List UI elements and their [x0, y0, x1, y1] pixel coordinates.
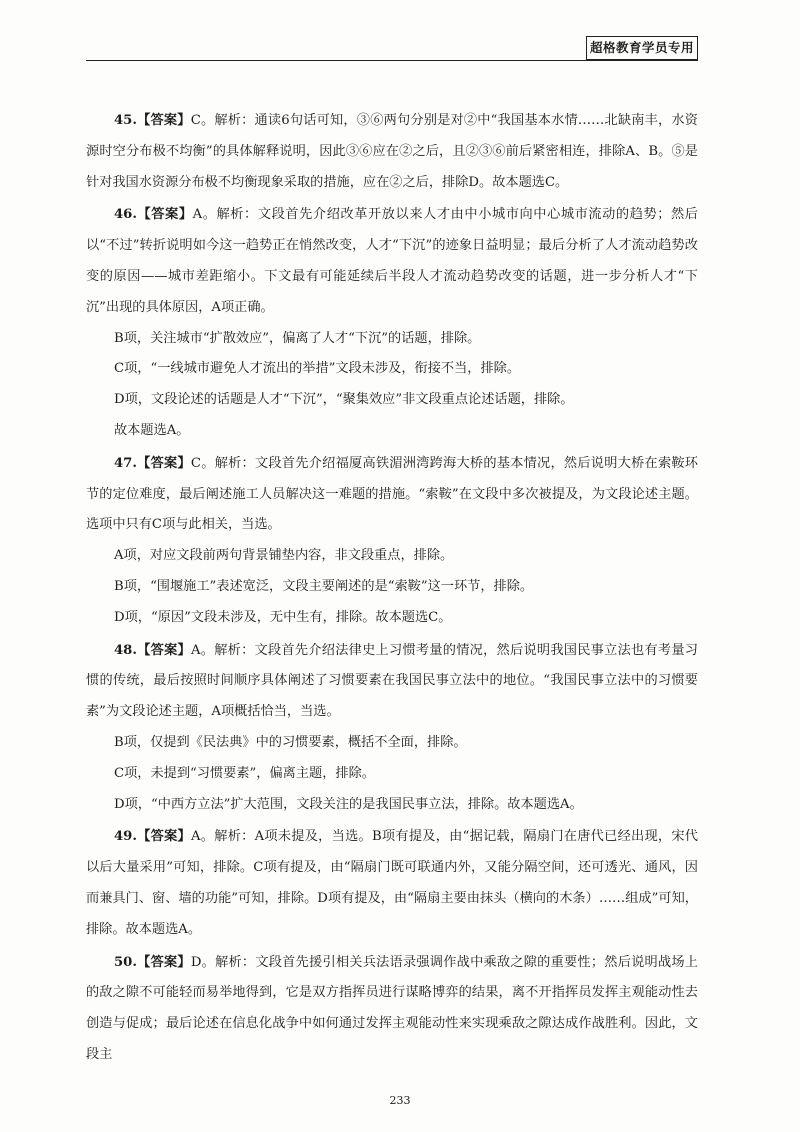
answer-49	[86, 822, 698, 945]
header-divider	[86, 60, 698, 61]
answer-46-option-b: B项，关注城市“扩散效应”，偏离了人才“下沉”的话题，排除。	[114, 330, 481, 346]
answer-48-option-d: D项，“中西方立法”扩大范围，文段关注的是我国民事立法，排除。故本题选A。	[114, 796, 583, 812]
answer-48-number: 48.【答案】	[114, 642, 191, 658]
answer-46-option-c: C项，“一线城市避免人才流出的举措”文段未涉及，衔接不当，排除。	[114, 361, 521, 377]
answer-45-text: C。解析：通读6句话可知，③⑥两句分别是对②中“我国基本水情……北缺南丰，水资源时空分布极不均衡”的具体解释说明，因此③⑥应在②之后，且②③⑥前后紧密相连，排除A、B。⑤是针对我国水资源分布极不均衡现象采取的措施，应在②之后，排除D。故本题选C。	[86, 113, 698, 190]
answer-47-option-d: D项，“原因”文段未涉及，无中生有，排除。故本题选C。	[114, 609, 452, 625]
page-number: 233	[389, 1094, 411, 1107]
answer-48-option-b: B项，仅提到《民法典》中的习惯要素，概括不全面，排除。	[114, 734, 467, 750]
answer-49-text: A。解析：A项未提及，当选。B项有提及，由“据记载，隔扇门在唐代已经出现，宋代以后大量采用”可知，排除。C项有提及，由“隔扇门既可联通内外，又能分隔空间，还可透光、通风，因而兼具门、窗、墙的功能”可知，排除。D项有提及，由“隔扇主要由抹头（横向的木条）……组成”可知，排除。故本题选A。	[86, 829, 698, 937]
answer-45	[86, 106, 698, 198]
answer-46-text: A。解析：文段首先介绍改革开放以来人才由中小城市向中心城市流动的趋势；然后以“不过”转折说明如今这一趋势正在悄然改变，人才“下沉”的迹象日益明显；最后分析了人才流动趋势改变的原因——城市差距缩小。下文最有可能延续后半段人才流动趋势改变的话题，进一步分析人才“下沉”出现的具体原因，A项正确。	[86, 207, 698, 315]
answer-47-option-b: B项，“围堰施工”表述宽泛，文段主要阐述的是“索鞍”这一环节，排除。	[114, 578, 534, 594]
answer-47-number: 47.【答案】	[114, 455, 191, 471]
answer-47-option-a: A项，对应文段前两句背景铺垫内容，非文段重点，排除。	[114, 548, 454, 564]
answer-50-text: D。解析：文段首先援引相关兵法语录强调作战中乘敌之隙的重要性；然后说明战场上的敌之隙不可能轻而易举地得到，它是双方指挥员进行谋略博弈的结果，离不开指挥员发挥主观能动性去创造与促成；最后论述在信息化战争中如何通过发挥主观能动性来实现乘敌之隙达成作战胜利。因此，文段主	[86, 954, 698, 1062]
brand-label: 超格教育学员专用	[586, 36, 698, 60]
answer-49-number: 49.【答案】	[114, 829, 192, 845]
answer-46-conclusion: 故本题选A。	[114, 422, 190, 438]
answer-48-text: A。解析：文段首先介绍法律史上习惯考量的情况，然后说明我国民事立法也有考量习惯的传统，最后按照时间顺序具体阐述了习惯要素在我国民事立法中的地位。“我国民事立法中的习惯要素”为文段论述主题，A项概括恰当，当选。	[86, 642, 698, 720]
answer-46	[86, 200, 698, 323]
answer-47-text: C。解析：文段首先介绍福厦高铁湄洲湾跨海大桥的基本情况，然后说明大桥在索鞍环节的定位难度，最后阐述施工人员解决这一难题的措施。“索鞍”在文段中多次被提及，为文段论述主题。选项中只有C项与此相关，当选。	[86, 455, 698, 533]
answer-47	[86, 449, 698, 541]
answer-48-option-c: C项，未提到“习惯要素”，偏离主题，排除。	[114, 765, 375, 781]
answer-48	[86, 636, 698, 728]
answer-50	[86, 948, 698, 1071]
answer-content	[86, 104, 698, 1071]
answer-50-number: 50.【答案】	[114, 954, 191, 970]
answer-46-option-d: D项，文段论述的话题是人才“下沉”，“聚集效应”非文段重点论述话题，排除。	[114, 392, 574, 408]
answer-45-number: 45.【答案】	[114, 113, 191, 128]
answer-46-number: 46.【答案】	[114, 207, 193, 223]
